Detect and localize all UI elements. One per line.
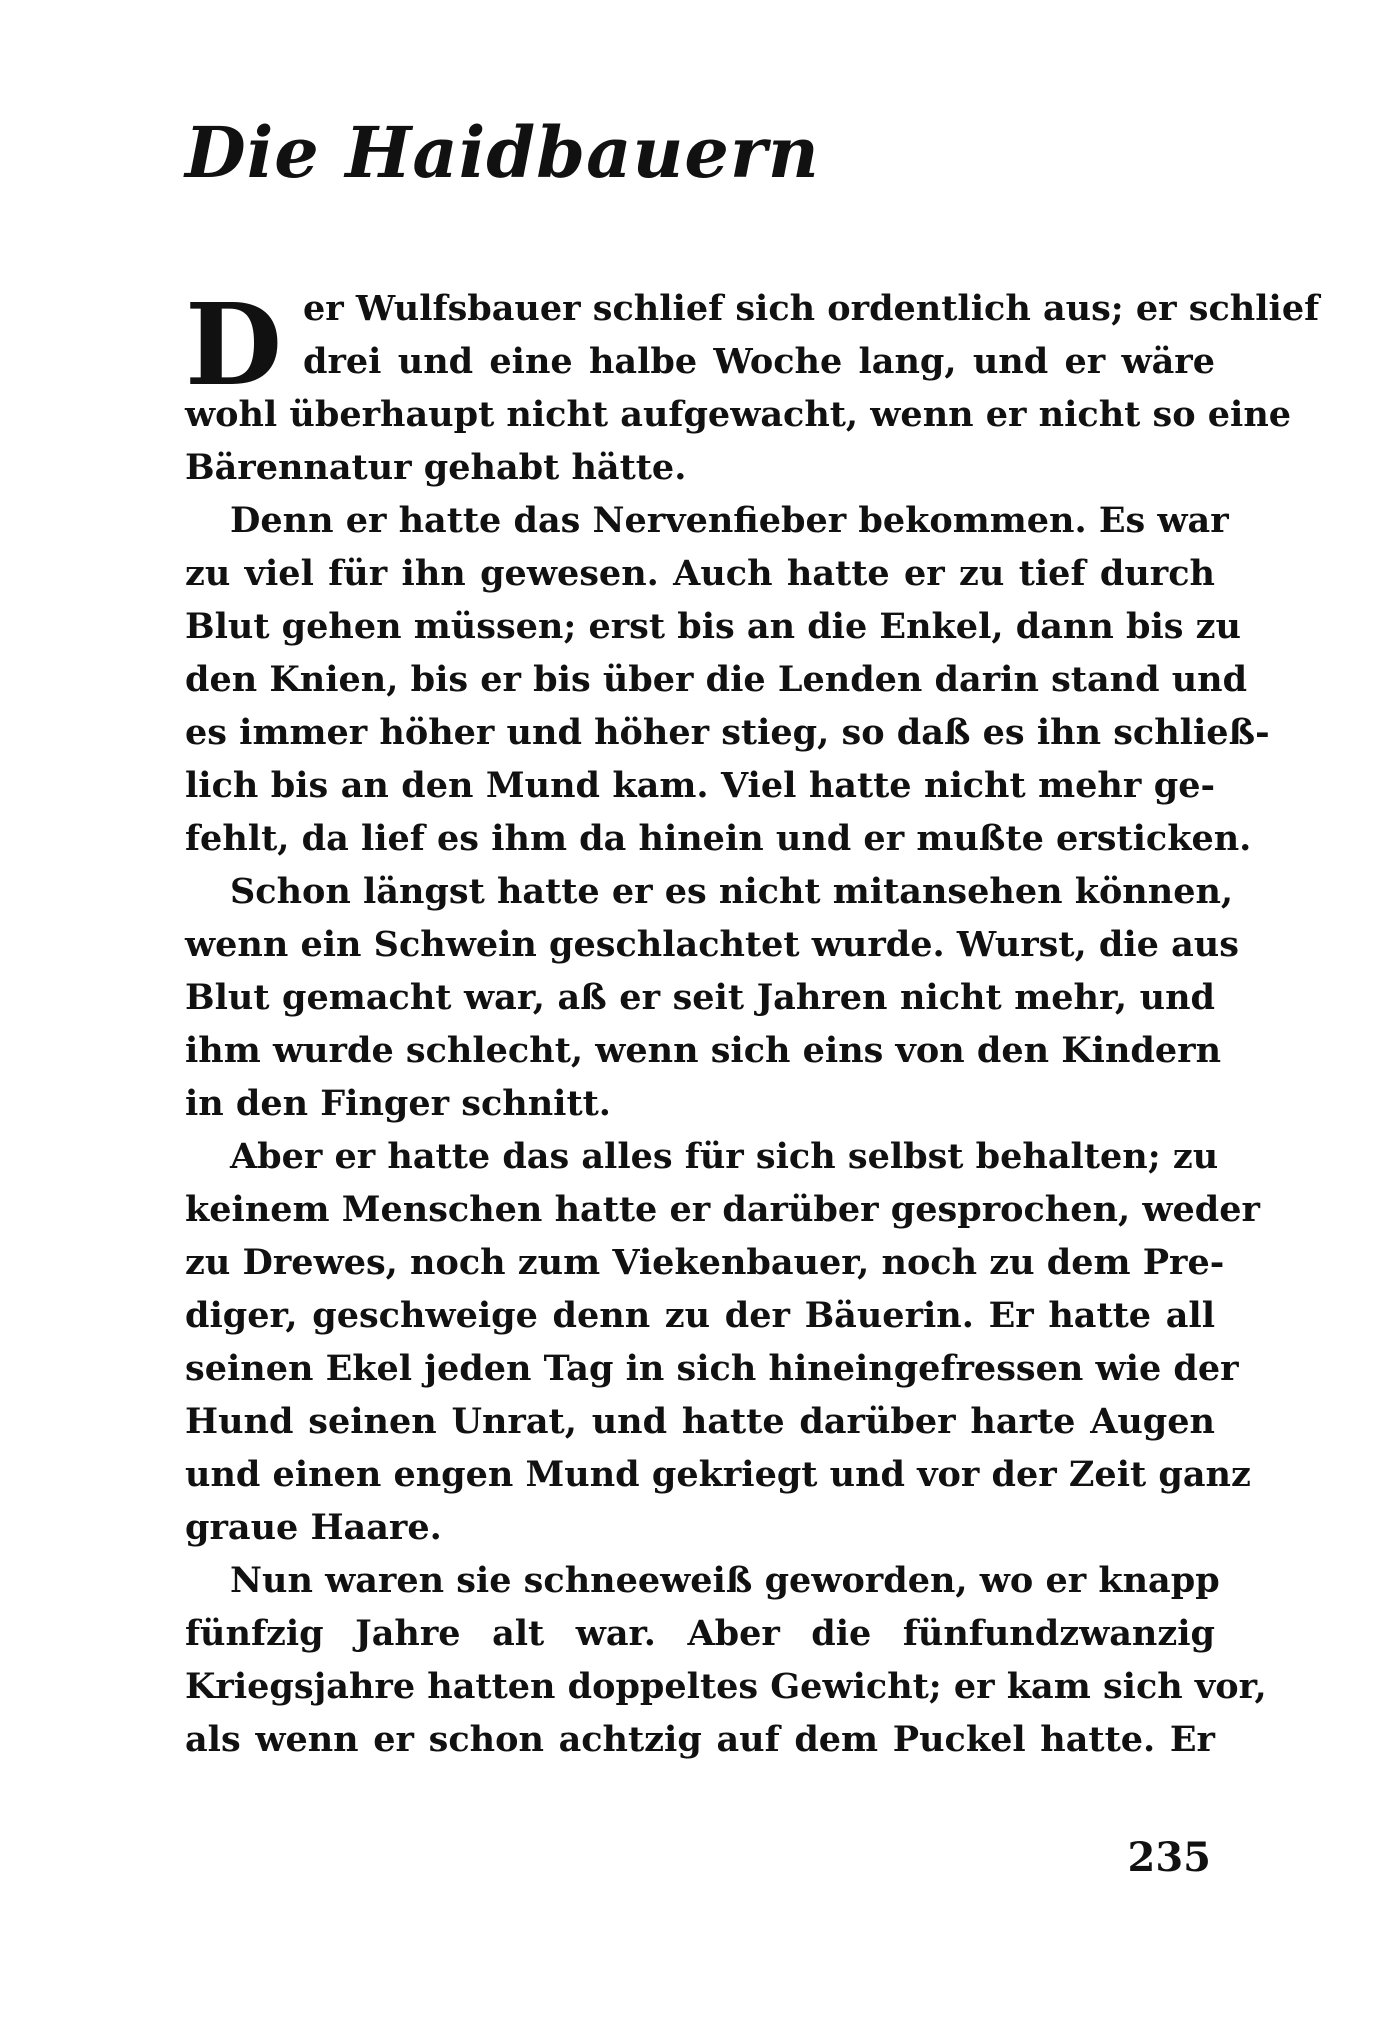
text-line: lich bis an den Mund kam. Viel hatte nicht mehr ge- (185, 765, 1215, 806)
text-line: Denn er hatte das Nervenfieber bekommen. Es war (230, 500, 1229, 541)
text-line: ihm wurde schlecht, wenn sich eins von den Kindern (185, 1030, 1222, 1071)
paragraph-4 (185, 1130, 1260, 1554)
text-line: Blut gehen müssen; erst bis an die Enkel, dann bis zu (185, 606, 1241, 647)
body-text (185, 280, 1320, 1812)
text-line: zu Drewes, noch zum Viekenbauer, noch zu dem Pre- (185, 1242, 1225, 1283)
text-line: Hund seinen Unrat, und hatte darüber harte Augen (185, 1401, 1215, 1442)
text-line: als wenn er schon achtzig auf dem Puckel hatte. Er (185, 1719, 1215, 1760)
text-line: es immer höher und höher stieg, so daß es ihn schließ- (185, 712, 1270, 753)
text-line: wohl überhaupt nicht aufgewacht, wenn er nicht so eine (185, 394, 1292, 435)
text-line: graue Haare. (185, 1507, 442, 1548)
text-line: seinen Ekel jeden Tag in sich hineingefressen wie der (185, 1348, 1239, 1389)
paragraph-3 (185, 865, 1239, 1130)
paragraph-2 (185, 494, 1270, 865)
page-title: Die Haidbauern (185, 111, 820, 194)
text-line: fünfzig Jahre alt war. Aber die fünfundzwanzig (185, 1613, 1215, 1654)
text-line: fehlt, da lief es ihm da hinein und er mußte ersticken. (185, 818, 1252, 859)
paragraph-5 (185, 1554, 1267, 1766)
text-line: in den Finger schnitt. (185, 1083, 611, 1124)
text-line: drei und eine halbe Woche lang, und er wäre (303, 341, 1215, 382)
text-line: und einen engen Mund gekriegt und vor der Zeit ganz (185, 1454, 1251, 1495)
text-line: diger, geschweige denn zu der Bäuerin. Er hatte all (185, 1295, 1215, 1336)
text-line: den Knien, bis er bis über die Lenden darin stand und (185, 659, 1248, 700)
paragraph-1 (185, 280, 1320, 494)
text-line: Blut gemacht war, aß er seit Jahren nicht mehr, und (185, 977, 1215, 1018)
text-line: wenn ein Schwein geschlachtet wurde. Wurst, die aus (185, 924, 1239, 965)
page-number: 235 (1127, 1834, 1211, 1881)
text-line: Kriegsjahre hatten doppeltes Gewicht; er kam sich vor, (185, 1666, 1267, 1707)
text-line: keinem Menschen hatte er darüber gesprochen, weder (185, 1189, 1260, 1230)
text-line: Bärennatur gehabt hätte. (185, 447, 687, 488)
text-line: Aber er hatte das alles für sich selbst behalten; zu (230, 1136, 1219, 1177)
text-line: zu viel für ihn gewesen. Auch hatte er zu tief durch (185, 553, 1215, 594)
drop-cap: D (185, 280, 283, 411)
text-line: er Wulfsbauer schlief sich ordentlich aus; er schlief (303, 288, 1320, 329)
text-line: Schon längst hatte er es nicht mitansehen können, (230, 871, 1234, 912)
text-line: Nun waren sie schneeweiß geworden, wo er knapp (230, 1560, 1220, 1601)
